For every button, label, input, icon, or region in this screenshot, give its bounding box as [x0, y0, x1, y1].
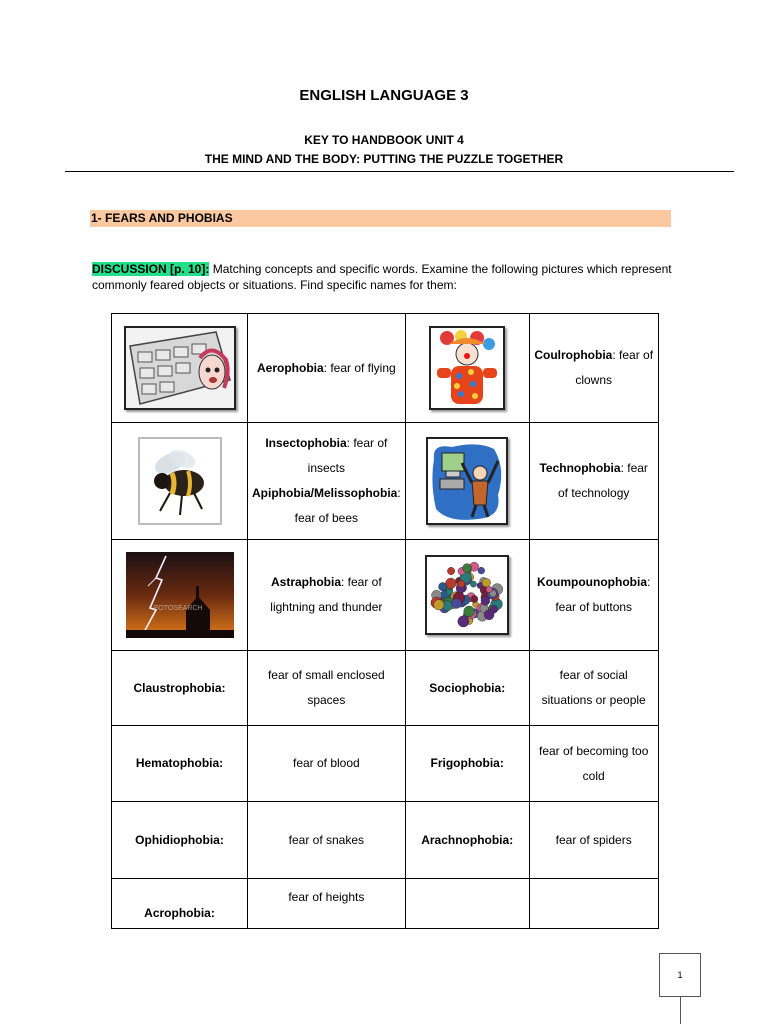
empty-cell: [405, 879, 529, 929]
buttons-picture-cell: [405, 540, 529, 651]
table-row: [112, 651, 659, 726]
clown-image: [429, 326, 505, 410]
keyboard-picture-cell: [112, 314, 248, 423]
keyboard-fear-image: [124, 326, 236, 410]
claustrophobia-definition: fear of small enclosed spaces: [248, 651, 406, 726]
button-dot: [482, 578, 491, 587]
coulrophobia-cell: Coulrophobia: fear of clowns: [529, 314, 658, 423]
astraphobia-cell: Astraphobia: fear of lightning and thunder: [248, 540, 406, 651]
document-subtitle-theme: THE MIND AND THE BODY: PUTTING THE PUZZLE TOGETHER: [204, 152, 564, 166]
bee-picture-cell: [112, 423, 248, 540]
lightning-picture-cell: [112, 540, 248, 651]
hematophobia-term: Hematophobia:: [112, 726, 248, 802]
koumpounophobia-cell: Koumpounophobia: fear of buttons: [529, 540, 658, 651]
button-dot: [448, 567, 455, 574]
technology-image: [426, 437, 508, 525]
phobia-table: [111, 313, 659, 929]
button-dot: [464, 606, 475, 617]
claustrophobia-term: Claustrophobia:: [112, 651, 248, 726]
header-divider: [65, 171, 734, 172]
acrophobia-term: Acrophobia:: [112, 879, 248, 929]
acrophobia-definition: fear of heights: [248, 879, 406, 929]
discussion-text: Matching concepts and specific words. Examine the following pictures which represent commonly feared objects or situations. Find specific names for them:: [92, 262, 672, 292]
table-row: [112, 423, 659, 540]
ophidiophobia-definition: fear of snakes: [248, 802, 406, 879]
arachnophobia-term: Arachnophobia:: [405, 802, 529, 879]
button-dot: [446, 578, 457, 589]
technology-picture-cell: [405, 423, 529, 540]
page-number-tick: [680, 996, 681, 1024]
svg-text:FOTOSEARCH: FOTOSEARCH: [153, 605, 202, 612]
frigophobia-definition: fear of becoming too cold: [529, 726, 658, 802]
button-dot: [458, 580, 465, 587]
button-dot: [478, 567, 485, 574]
button-dot: [446, 589, 452, 595]
button-dot: [463, 564, 472, 573]
empty-cell: [529, 879, 658, 929]
discussion-label: DISCUSSION [p. 10]:: [92, 262, 210, 276]
button-dot: [458, 616, 469, 627]
table-row: [112, 802, 659, 879]
table-row: [112, 314, 659, 423]
table-row: [112, 879, 659, 929]
arachnophobia-definition: fear of spiders: [529, 802, 658, 879]
button-dot: [452, 598, 462, 608]
button-dot: [481, 597, 490, 606]
frigophobia-term: Frigophobia:: [405, 726, 529, 802]
sociophobia-term: Sociophobia:: [405, 651, 529, 726]
page-number: 1: [659, 953, 701, 997]
buttons-image: [425, 555, 509, 635]
technophobia-cell: Technophobia: fear of technology: [529, 423, 658, 540]
document-title: ENGLISH LANGUAGE 3: [299, 87, 469, 104]
lightning-image: [126, 552, 234, 638]
button-dot: [471, 595, 478, 602]
hematophobia-definition: fear of blood: [248, 726, 406, 802]
clown-picture-cell: [405, 314, 529, 423]
table-row: [112, 726, 659, 802]
section-heading: 1- FEARS AND PHOBIAS: [90, 210, 671, 227]
document-subtitle-unit: KEY TO HANDBOOK UNIT 4: [304, 133, 464, 147]
table-row: [112, 540, 659, 651]
button-dot: [439, 583, 447, 591]
discussion-paragraph: [92, 261, 692, 293]
ophidiophobia-term: Ophidiophobia:: [112, 802, 248, 879]
sociophobia-definition: fear of social situations or people: [529, 651, 658, 726]
button-dot: [486, 586, 492, 592]
button-dot: [470, 581, 476, 587]
button-dot: [434, 600, 444, 610]
insectophobia-cell: Insectophobia: fear of insects Apiphobia/Melissophobia: fear of bees: [248, 423, 406, 540]
aerophobia-cell: Aerophobia: fear of flying: [248, 314, 406, 423]
bee-image: [138, 437, 222, 525]
button-dot: [484, 610, 494, 620]
